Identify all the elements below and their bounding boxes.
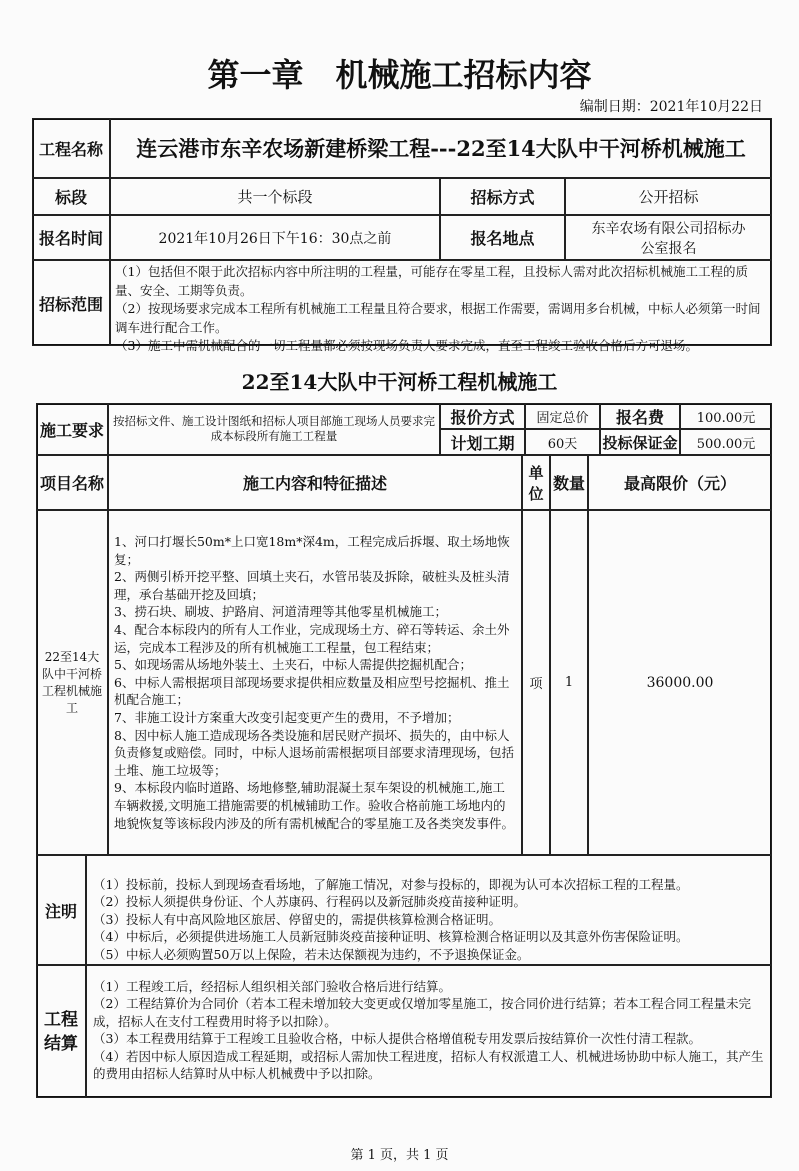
page-title: 第一章 机械施工招标内容 [207,56,592,94]
desc-item: 8、因中标人施工造成现场各类设施和居民财产损坏、损失的，由中标人负责修复或赔偿。同时，中标人退场前需根据项目部要求清理现场，包括土堆、施工垃圾等； [114,727,515,778]
desc-item: 3、捞石块、刷坡、护路肩、河道清理等其他零星机械施工； [114,604,447,620]
req-text: 按招标文件、施工设计图纸和招标人项目部施工现场人员要求完成本标段所有施工工程量 [108,403,440,455]
settlement-label: 工程结算 [36,965,86,1098]
scope-label: 招标范围 [32,260,110,346]
project-name: 连云港市东辛农场新建桥梁工程---22至14大队中干河桥机械施工 [110,118,772,178]
note-item: （3）投标人有中高风险地区旅居、停留史的，需提供核算检测合格证明。 [93,911,501,927]
item-name: 22至14大队中干河桥工程机械施工 [36,510,108,855]
scope-item: （3）施工中需机械配合的一切工程量都必须按现场负责人要求完成，直至工程竣工验收合格后方可退场。 [115,338,698,353]
fee-value: 100.00元 [680,403,772,429]
period-value: 60天 [525,429,600,455]
compile-date: 编制日期：2021年10月22日 [579,99,763,115]
section-title: 22至14大队中干河桥工程机械施工 [241,369,558,394]
note-item: （5）中标人必须购置50万以上保险，若未达保额视为违约，不予退换保证金。 [93,946,530,962]
header-unit: 单位 [522,455,550,510]
method-label: 招标方式 [440,178,565,215]
settlement-item: （1）工程竣工后，经招标人组织相关部门验收合格后进行结算。 [93,979,451,994]
desc-item: 4、配合本标段内的所有人工作业，完成现场土方、碎石等转运、余土外运，完成本工程涉及的所有机械施工工程量，包工程结束； [114,621,510,655]
quote-value: 固定总价 [525,403,600,429]
note-item: （1）投标前，投标人到现场查看场地，了解施工情况，对参与投标的，即视为认可本次招标工程的工程量。 [93,877,689,892]
desc-item: 9、本标段内临时道路、场地修整,辅助混凝土泵车架设的机械施工,施工车辆救援,文明施工措施需要的机械辅助工作。验收合格前施工场地内的地貌恢复等该标段内涉及的所有需机械配合的零星施工及各类突发事件。 [114,780,515,831]
settlement-item: （4）若因中标人原因造成工程延期，或招标人需加快工程进度，招标人有权派遣工人、机械进场协助中标人施工，其产生的费用由招标人结算时从中标人机械费中予以扣除。 [93,1048,764,1082]
fee-label: 报名费 [600,403,680,429]
method-value: 公开招标 [565,178,772,215]
reg-place-value: 东辛农场有限公司招标办公室报名 [565,215,772,260]
notes-label: 注明 [36,855,86,965]
header-qty: 数量 [550,455,588,510]
settlement-text [86,965,772,1098]
section-label: 标段 [32,178,110,215]
header-price: 最高限价（元） [588,455,772,510]
settlement-item: （2）工程结算价为合同价（若本工程未增加较大变更或仅增加零星施工，按合同价进行结算；若本工程合同工程量未完成，招标人在支付工程费用时将予以扣除）。 [93,996,751,1029]
desc-item: 7、非施工设计方案重大改变引起变更产生的费用，不予增加； [114,709,460,725]
header-desc: 施工内容和特征描述 [108,455,522,510]
period-label: 计划工期 [440,429,525,455]
note-item: （4）中标后，必须提供进场施工人员新冠肺炎疫苗接种证明、核算检测合格证明以及其意外伤害保险证明。 [93,929,689,945]
req-label: 施工要求 [36,403,108,455]
quote-label: 报价方式 [440,403,525,429]
section-value: 共一个标段 [110,178,440,215]
item-qty: 1 [550,510,588,855]
settlement-item: （3）本工程费用结算于工程竣工且验收合格，中标人提供合格增值税专用发票后按结算价一次性付清工程款。 [93,1031,701,1047]
desc-item: 6、中标人需根据项目部现场要求提供相应数量及相应型号挖掘机、推土机配合施工； [114,674,510,708]
deposit-label: 投标保证金 [600,429,680,455]
page-footer: 第 1 页，共 1 页 [350,1147,449,1163]
notes-text [86,855,772,965]
desc-item: 5、如现场需从场地外装土、土夹石，中标人需提供挖掘机配合； [114,657,472,673]
item-desc [108,510,522,855]
scope-item: （2）按现场要求完成本工程所有机械施工工程量且符合要求，根据工作需要，需调用多台机械，中标人必须第一时间调车进行配合工作。 [115,301,761,335]
item-unit: 项 [522,510,550,855]
deposit-value: 500.00元 [680,429,772,455]
reg-time-value: 2021年10月26日下午16：30点之前 [110,215,440,260]
desc-item: 2、两侧引桥开挖平整、回填土夹石，水管吊装及拆除，破桩头及桩头清理，承台基础开挖及回填； [114,569,510,602]
scope-text [110,260,772,353]
reg-place-label: 报名地点 [440,215,565,260]
reg-time-label: 报名时间 [32,215,110,260]
project-label: 工程名称 [32,118,110,178]
scope-item: （1）包括但不限于此次招标内容中所注明的工程量，可能存在零星工程，且投标人需对此次招标机械施工工程的质量、安全、工期等负责。 [115,264,748,298]
item-price: 36000.00 [588,510,772,855]
header-name: 项目名称 [36,455,108,510]
desc-item: 1、河口打堰长50m*上口宽18m*深4m，工程完成后拆堰、取土场地恢复； [114,534,510,567]
note-item: （2）投标人须提供身份证、个人苏康码、行程码以及新冠肺炎疫苗接种证明。 [93,894,526,910]
